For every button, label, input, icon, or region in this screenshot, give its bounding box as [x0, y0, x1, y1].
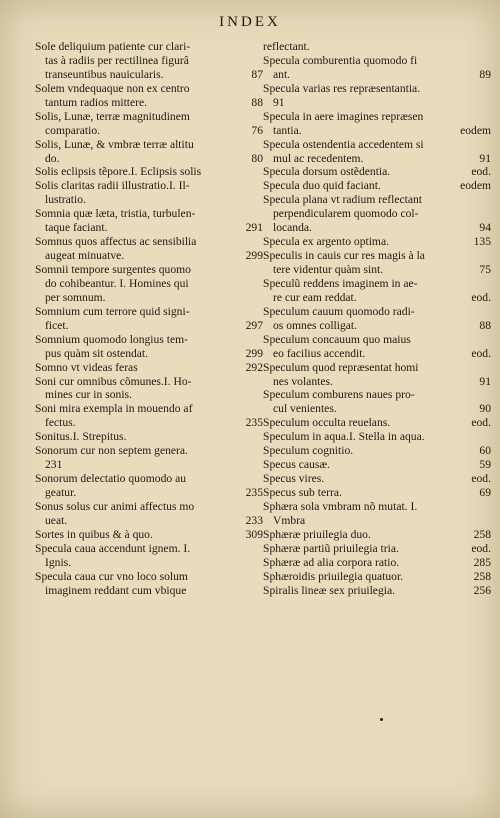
index-entry	[263, 165, 493, 179]
entry-text: Specula comburentia quomodo fi	[263, 53, 418, 67]
index-entry	[35, 528, 265, 542]
entry-line	[35, 291, 265, 305]
index-entry	[263, 388, 493, 416]
page-header: INDEX	[219, 14, 281, 30]
index-entry	[263, 542, 493, 556]
entry-text: Sole deliquium patiente cur clari-	[35, 40, 191, 53]
entry-text: Solis, Lunæ, terræ magnitudinem	[35, 109, 190, 123]
entry-text: do.	[45, 151, 60, 165]
index-entry	[263, 556, 493, 570]
index-entry	[35, 542, 265, 570]
page-number: 59	[479, 458, 491, 472]
index-entry	[263, 570, 493, 584]
entry-line	[263, 179, 493, 193]
index-entry	[263, 444, 493, 458]
entry-line	[263, 486, 493, 500]
entry-text: Speculum concauum quo maius	[263, 332, 411, 346]
page-number: 91	[479, 374, 491, 388]
entry-text: Speculum occulta reuelans.	[263, 416, 391, 430]
entry-line	[263, 40, 493, 54]
page-number: 135	[473, 235, 491, 249]
page-number: 291	[245, 221, 263, 235]
index-entry	[35, 402, 265, 430]
entry-text: tantia.	[273, 123, 302, 137]
index-column-right	[263, 40, 493, 598]
entry-text: Specula caua cur vno loco solum	[35, 569, 188, 583]
entry-line	[35, 402, 265, 416]
entry-line	[35, 207, 265, 221]
page-number: 299	[245, 346, 263, 360]
entry-text: Sphæroidis priuilegia quatuor.	[263, 569, 404, 583]
entry-text: Soni cur omnibus cõmunes.I. Ho-	[35, 374, 192, 388]
entry-line	[263, 138, 493, 152]
index-entry	[263, 82, 493, 110]
entry-text: Speculis in cauis cur res magis à la	[263, 249, 425, 263]
page-number: 60	[479, 444, 491, 458]
entry-line	[263, 54, 493, 68]
entry-line	[35, 179, 265, 193]
entry-text: augeat minuatve.	[45, 249, 125, 263]
entry-line	[35, 54, 265, 68]
page-number: 75	[479, 263, 491, 276]
entry-line	[35, 486, 265, 500]
entry-line	[263, 388, 493, 402]
entry-line	[263, 110, 493, 124]
entry-text: Sphæra sola vmbram nõ mutat. I.	[263, 499, 418, 513]
entry-line	[263, 165, 493, 179]
entry-text: Sphæræ partiũ priuilegia tria.	[263, 541, 399, 555]
entry-text: Speculum in aqua.I. Stella in aqua.	[263, 430, 425, 444]
entry-line	[35, 514, 265, 528]
entry-text: Somnium cum terrore quid signi-	[35, 304, 190, 318]
page-number: eod.	[471, 416, 491, 430]
index-entry	[263, 361, 493, 389]
entry-line	[35, 319, 265, 333]
entry-text: imaginem reddant cum vbique	[45, 583, 187, 597]
entry-line	[263, 528, 493, 542]
index-entry	[263, 486, 493, 500]
entry-line	[35, 235, 265, 249]
entry-line	[35, 221, 265, 235]
entry-text: 91	[273, 95, 285, 109]
page-number: eod.	[471, 290, 491, 304]
entry-line	[35, 430, 265, 444]
entry-line	[263, 152, 493, 166]
entry-line	[263, 472, 493, 486]
index-entry	[35, 570, 265, 598]
entry-line	[263, 375, 493, 389]
index-entry	[263, 584, 493, 598]
entry-text: tantum radios mittere.	[45, 95, 148, 109]
entry-text: Sonitus.I. Strepitus.	[35, 430, 127, 444]
entry-text: locanda.	[273, 221, 312, 235]
entry-line	[35, 305, 265, 319]
entry-text: Sphæræ priuilegia duo.	[263, 527, 371, 541]
index-entry	[263, 430, 493, 444]
entry-text: Somno vt videas feras	[35, 360, 138, 374]
index-entry	[263, 249, 493, 277]
index-entry	[263, 235, 493, 249]
entry-text: ant.	[273, 67, 291, 81]
entry-line	[263, 305, 493, 319]
entry-line	[263, 124, 493, 138]
entry-text: do cohibeantur. I. Homines qui	[45, 276, 189, 290]
page-number: 80	[251, 151, 263, 165]
entry-line	[263, 291, 493, 305]
entry-text: Solis, Lunæ, & vmbræ terræ altitu	[35, 137, 194, 151]
entry-line	[35, 249, 265, 263]
entry-text: Sonorum cur non septem genera.	[35, 444, 188, 458]
entry-line	[263, 556, 493, 570]
entry-line	[35, 472, 265, 486]
entry-line	[35, 388, 265, 402]
index-entry	[35, 472, 265, 500]
page-number: 235	[245, 486, 263, 499]
entry-text: Somnii tempore surgentes quomo	[35, 263, 191, 276]
entry-line	[35, 500, 265, 514]
entry-line	[263, 277, 493, 291]
page-number: 292	[245, 360, 263, 374]
index-entry	[35, 375, 265, 403]
entry-line	[263, 249, 493, 263]
page-number: 91	[479, 151, 491, 165]
entry-line	[35, 152, 265, 166]
entry-text: per somnum.	[45, 290, 106, 304]
page-number: 69	[479, 486, 491, 499]
entry-text: Ignis.	[45, 555, 72, 569]
entry-line	[263, 444, 493, 458]
entry-line	[35, 165, 265, 179]
index-entry	[35, 207, 265, 235]
entry-text: 231	[45, 458, 63, 472]
entry-text: tas à radiis per rectilinea figurâ	[45, 53, 189, 67]
index-entry	[35, 235, 265, 263]
entry-text: Sonus solus cur animi affectus mo	[35, 499, 195, 513]
entry-text: os omnes colligat.	[273, 318, 358, 332]
entry-line	[35, 584, 265, 598]
entry-line	[263, 333, 493, 347]
index-entry	[263, 528, 493, 542]
entry-line	[263, 319, 493, 333]
entry-text: Specula in aere imagines repræsen	[263, 109, 424, 123]
index-entry	[35, 263, 265, 305]
index-entry	[263, 110, 493, 138]
entry-text: Solem vndequaque non ex centro	[35, 81, 190, 95]
entry-line	[35, 333, 265, 347]
index-column-left	[35, 40, 265, 598]
page-number: 94	[479, 221, 491, 235]
entry-text: Specula dorsum ostẽdentia.	[263, 165, 391, 179]
index-entry	[263, 179, 493, 193]
entry-line	[35, 110, 265, 124]
entry-line	[35, 416, 265, 430]
entry-line	[35, 96, 265, 110]
index-entry	[35, 179, 265, 207]
page-number: 235	[245, 416, 263, 430]
index-entry	[263, 54, 493, 82]
index-entry	[35, 361, 265, 375]
entry-text: Soni mira exempla in mouendo af	[35, 402, 193, 416]
entry-line	[35, 375, 265, 389]
entry-text: Speculũ reddens imaginem in ae-	[263, 276, 418, 290]
entry-line	[263, 263, 493, 277]
index-entry	[263, 333, 493, 361]
entry-text: Solis claritas radii illustratio.I. Il-	[35, 179, 190, 193]
entry-line	[35, 528, 265, 542]
entry-text: Sphæræ ad alia corpora ratio.	[263, 555, 400, 569]
entry-text: Sortes in quibus & à quo.	[35, 527, 153, 541]
entry-line	[35, 458, 265, 472]
entry-line	[35, 277, 265, 291]
entry-line	[263, 430, 493, 444]
entry-text: Sonorum delectatio quomodo au	[35, 472, 187, 486]
entry-line	[263, 416, 493, 430]
entry-text: geatur.	[45, 486, 77, 499]
entry-line	[35, 444, 265, 458]
entry-text: eo facilius accendit.	[273, 346, 366, 360]
page-number: eod.	[471, 346, 491, 360]
entry-line	[263, 570, 493, 584]
entry-text: ficet.	[45, 318, 69, 332]
entry-text: reflectant.	[263, 40, 310, 53]
index-entry	[35, 430, 265, 444]
page-number: 309	[245, 527, 263, 541]
index-entry	[35, 40, 265, 82]
page-number: 258	[473, 569, 491, 583]
entry-line	[35, 263, 265, 277]
entry-text: Specula ostendentia accedentem si	[263, 137, 424, 151]
entry-text: Specus sub terra.	[263, 486, 342, 499]
entry-text: Specula duo quid faciant.	[263, 179, 381, 193]
entry-text: perpendicularem quomodo col-	[273, 207, 419, 221]
entry-line	[263, 82, 493, 96]
entry-text: Specula ex argento optima.	[263, 235, 389, 249]
entry-text: Specula plana vt radium reflectant	[263, 193, 423, 207]
entry-line	[263, 402, 493, 416]
page-number: 256	[473, 583, 491, 597]
page-number: 88	[479, 318, 491, 332]
entry-text: Somnia quæ læta, tristia, turbulen-	[35, 207, 196, 221]
entry-line	[35, 40, 265, 54]
page-number: 258	[473, 527, 491, 541]
entry-text: ueat.	[45, 513, 68, 527]
entry-text: Solis eclipsis tẽpore.I. Eclipsis solis	[35, 165, 202, 179]
page-number: 297	[245, 318, 263, 332]
index-entry	[263, 500, 493, 528]
entry-text: Specula caua accendunt ignem. I.	[35, 541, 191, 555]
entry-line	[35, 556, 265, 570]
entry-text: Speculum cauum quomodo radi-	[263, 304, 415, 318]
entry-line	[35, 138, 265, 152]
entry-text: Specula varias res repræsentantia.	[263, 81, 421, 95]
entry-line	[263, 542, 493, 556]
index-entry	[263, 458, 493, 472]
entry-line	[263, 458, 493, 472]
page-number: eodem	[460, 179, 491, 193]
entry-line	[35, 82, 265, 96]
index-entry	[263, 40, 493, 54]
entry-line	[263, 584, 493, 598]
index-entry	[263, 193, 493, 235]
entry-text: tere videntur quàm sint.	[273, 263, 384, 276]
entry-line	[263, 221, 493, 235]
entry-line	[263, 68, 493, 82]
entry-line	[263, 361, 493, 375]
entry-line	[263, 514, 493, 528]
page-number: 299	[245, 249, 263, 263]
entry-line	[263, 207, 493, 221]
entry-text: re cur eam reddat.	[273, 290, 357, 304]
index-entry	[263, 416, 493, 430]
entry-text: Vmbra	[273, 513, 306, 527]
page-number: eod.	[471, 165, 491, 179]
entry-line	[35, 68, 265, 82]
index-entry	[35, 305, 265, 333]
index-entry	[263, 277, 493, 305]
entry-text: transeuntibus nauicularis.	[45, 67, 164, 81]
entry-text: Specus causæ.	[263, 458, 330, 472]
entry-text: mines cur in sonis.	[45, 388, 132, 402]
entry-line	[263, 193, 493, 207]
index-entry	[35, 138, 265, 166]
entry-line	[35, 124, 265, 138]
page-number: eod.	[471, 541, 491, 555]
entry-text: lustratio.	[45, 193, 86, 207]
page-number: 90	[479, 402, 491, 416]
page-number: 233	[245, 513, 263, 527]
index-entry	[35, 110, 265, 138]
entry-text: Somnus quos affectus ac sensibilia	[35, 235, 197, 249]
entry-text: Speculum comburens naues pro-	[263, 388, 415, 402]
entry-text: mul ac recedentem.	[273, 151, 364, 165]
entry-text: cul venientes.	[273, 402, 337, 416]
entry-text: fectus.	[45, 416, 76, 430]
entry-line	[263, 235, 493, 249]
page-number: 89	[479, 67, 491, 81]
entry-text: comparatio.	[45, 123, 101, 137]
entry-text: Speculum quod repræsentat homi	[263, 360, 419, 374]
page-number: 76	[251, 123, 263, 137]
index-entry	[263, 305, 493, 333]
entry-line	[263, 500, 493, 514]
index-entry	[35, 333, 265, 361]
index-entry	[35, 82, 265, 110]
entry-line	[35, 570, 265, 584]
entry-text: Speculum cognitio.	[263, 444, 354, 458]
index-entry	[263, 472, 493, 486]
entry-line	[35, 361, 265, 375]
page-number: 88	[251, 95, 263, 109]
entry-text: pus quàm sit ostendat.	[45, 346, 149, 360]
entry-line	[35, 542, 265, 556]
index-entry	[35, 444, 265, 472]
index-entry	[35, 500, 265, 528]
page-number: 285	[473, 555, 491, 569]
entry-text: Specus vires.	[263, 472, 325, 486]
page-number: 87	[251, 67, 263, 81]
entry-text: taque faciant.	[45, 221, 108, 235]
entry-line	[263, 96, 493, 110]
entry-text: nes volantes.	[273, 374, 333, 388]
index-entry	[263, 138, 493, 166]
entry-line	[35, 193, 265, 207]
page-number: eod.	[471, 472, 491, 486]
page-number: eodem	[460, 123, 491, 137]
entry-text: Spiralis lineæ sex priuilegia.	[263, 583, 396, 597]
entry-line	[263, 347, 493, 361]
ink-speck	[380, 718, 383, 721]
entry-line	[35, 347, 265, 361]
index-entry	[35, 165, 265, 179]
entry-text: Somnium quomodo longius tem-	[35, 332, 188, 346]
